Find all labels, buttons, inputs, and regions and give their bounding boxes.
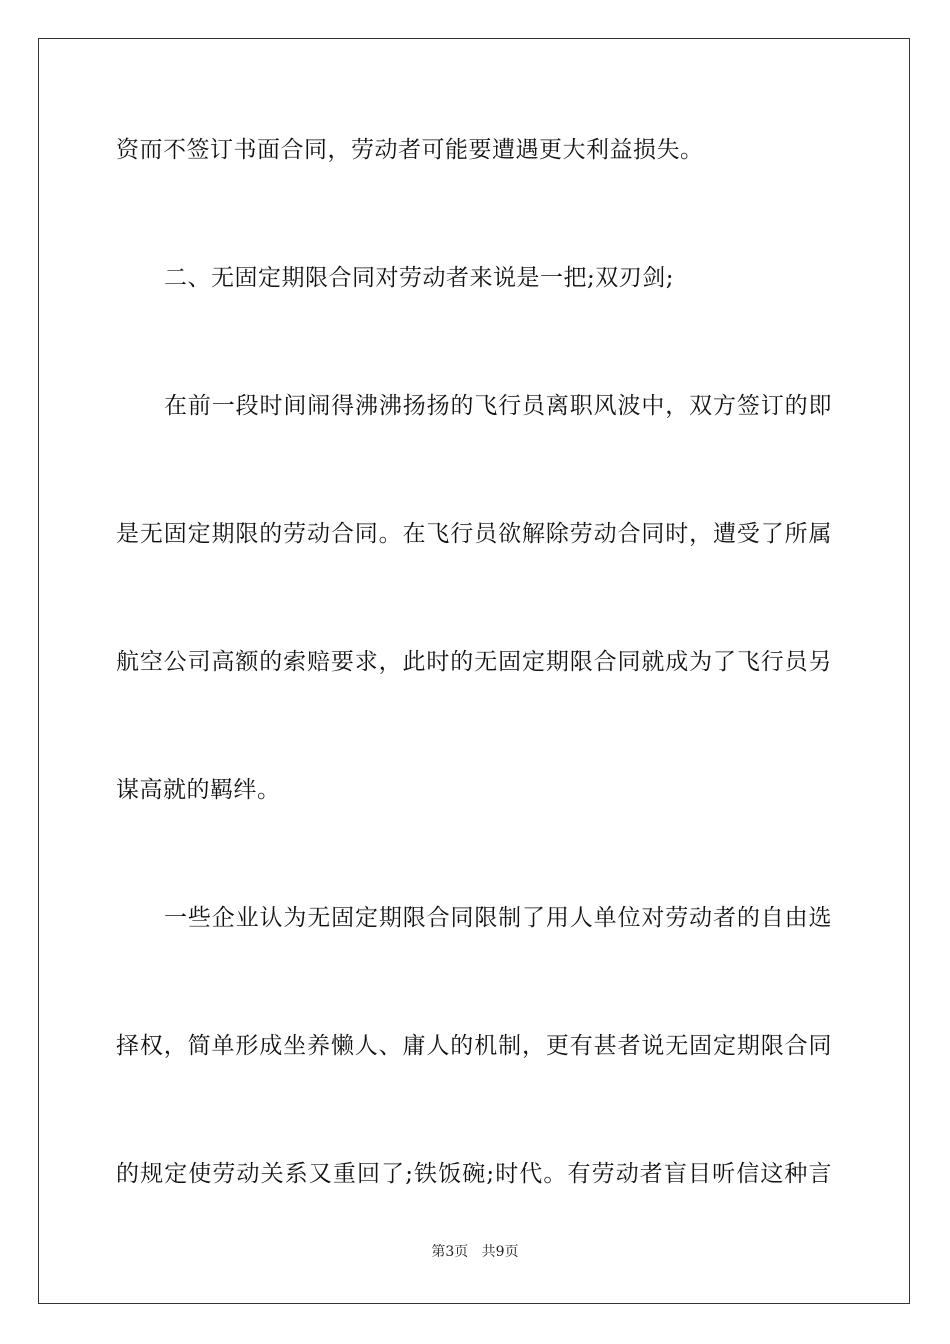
paragraph-line: 在前一段时间闹得沸沸扬扬的飞行员离职风波中，双方签订的即 xyxy=(164,393,832,419)
paragraph-line: 的规定使劳动关系又重回了;铁饭碗;时代。有劳动者盲目听信这种言 xyxy=(116,1161,832,1187)
paragraph-line: 是无固定期限的劳动合同。在飞行员欲解除劳动合同时，遭受了所属 xyxy=(116,521,832,547)
page-footer xyxy=(0,1243,950,1261)
paragraph-line: 资而不签订书面合同，劳动者可能要遭遇更大利益损失。 xyxy=(116,137,704,163)
paragraph-line: 一些企业认为无固定期限合同限制了用人单位对劳动者的自由选 xyxy=(164,905,832,931)
page-total: 共9页 xyxy=(481,1244,519,1260)
paragraph-line: 谋高就的羁绊。 xyxy=(116,777,281,803)
paragraph-line: 择权，简单形成坐养懒人、庸人的机制，更有甚者说无固定期限合同 xyxy=(116,1033,832,1059)
page-number: 第3页 xyxy=(431,1244,469,1260)
paragraph-line: 航空公司高额的索赔要求，此时的无固定期限合同就成为了飞行员另 xyxy=(116,649,832,675)
section-heading: 二、无固定期限合同对劳动者来说是一把;双刃剑; xyxy=(164,265,674,291)
